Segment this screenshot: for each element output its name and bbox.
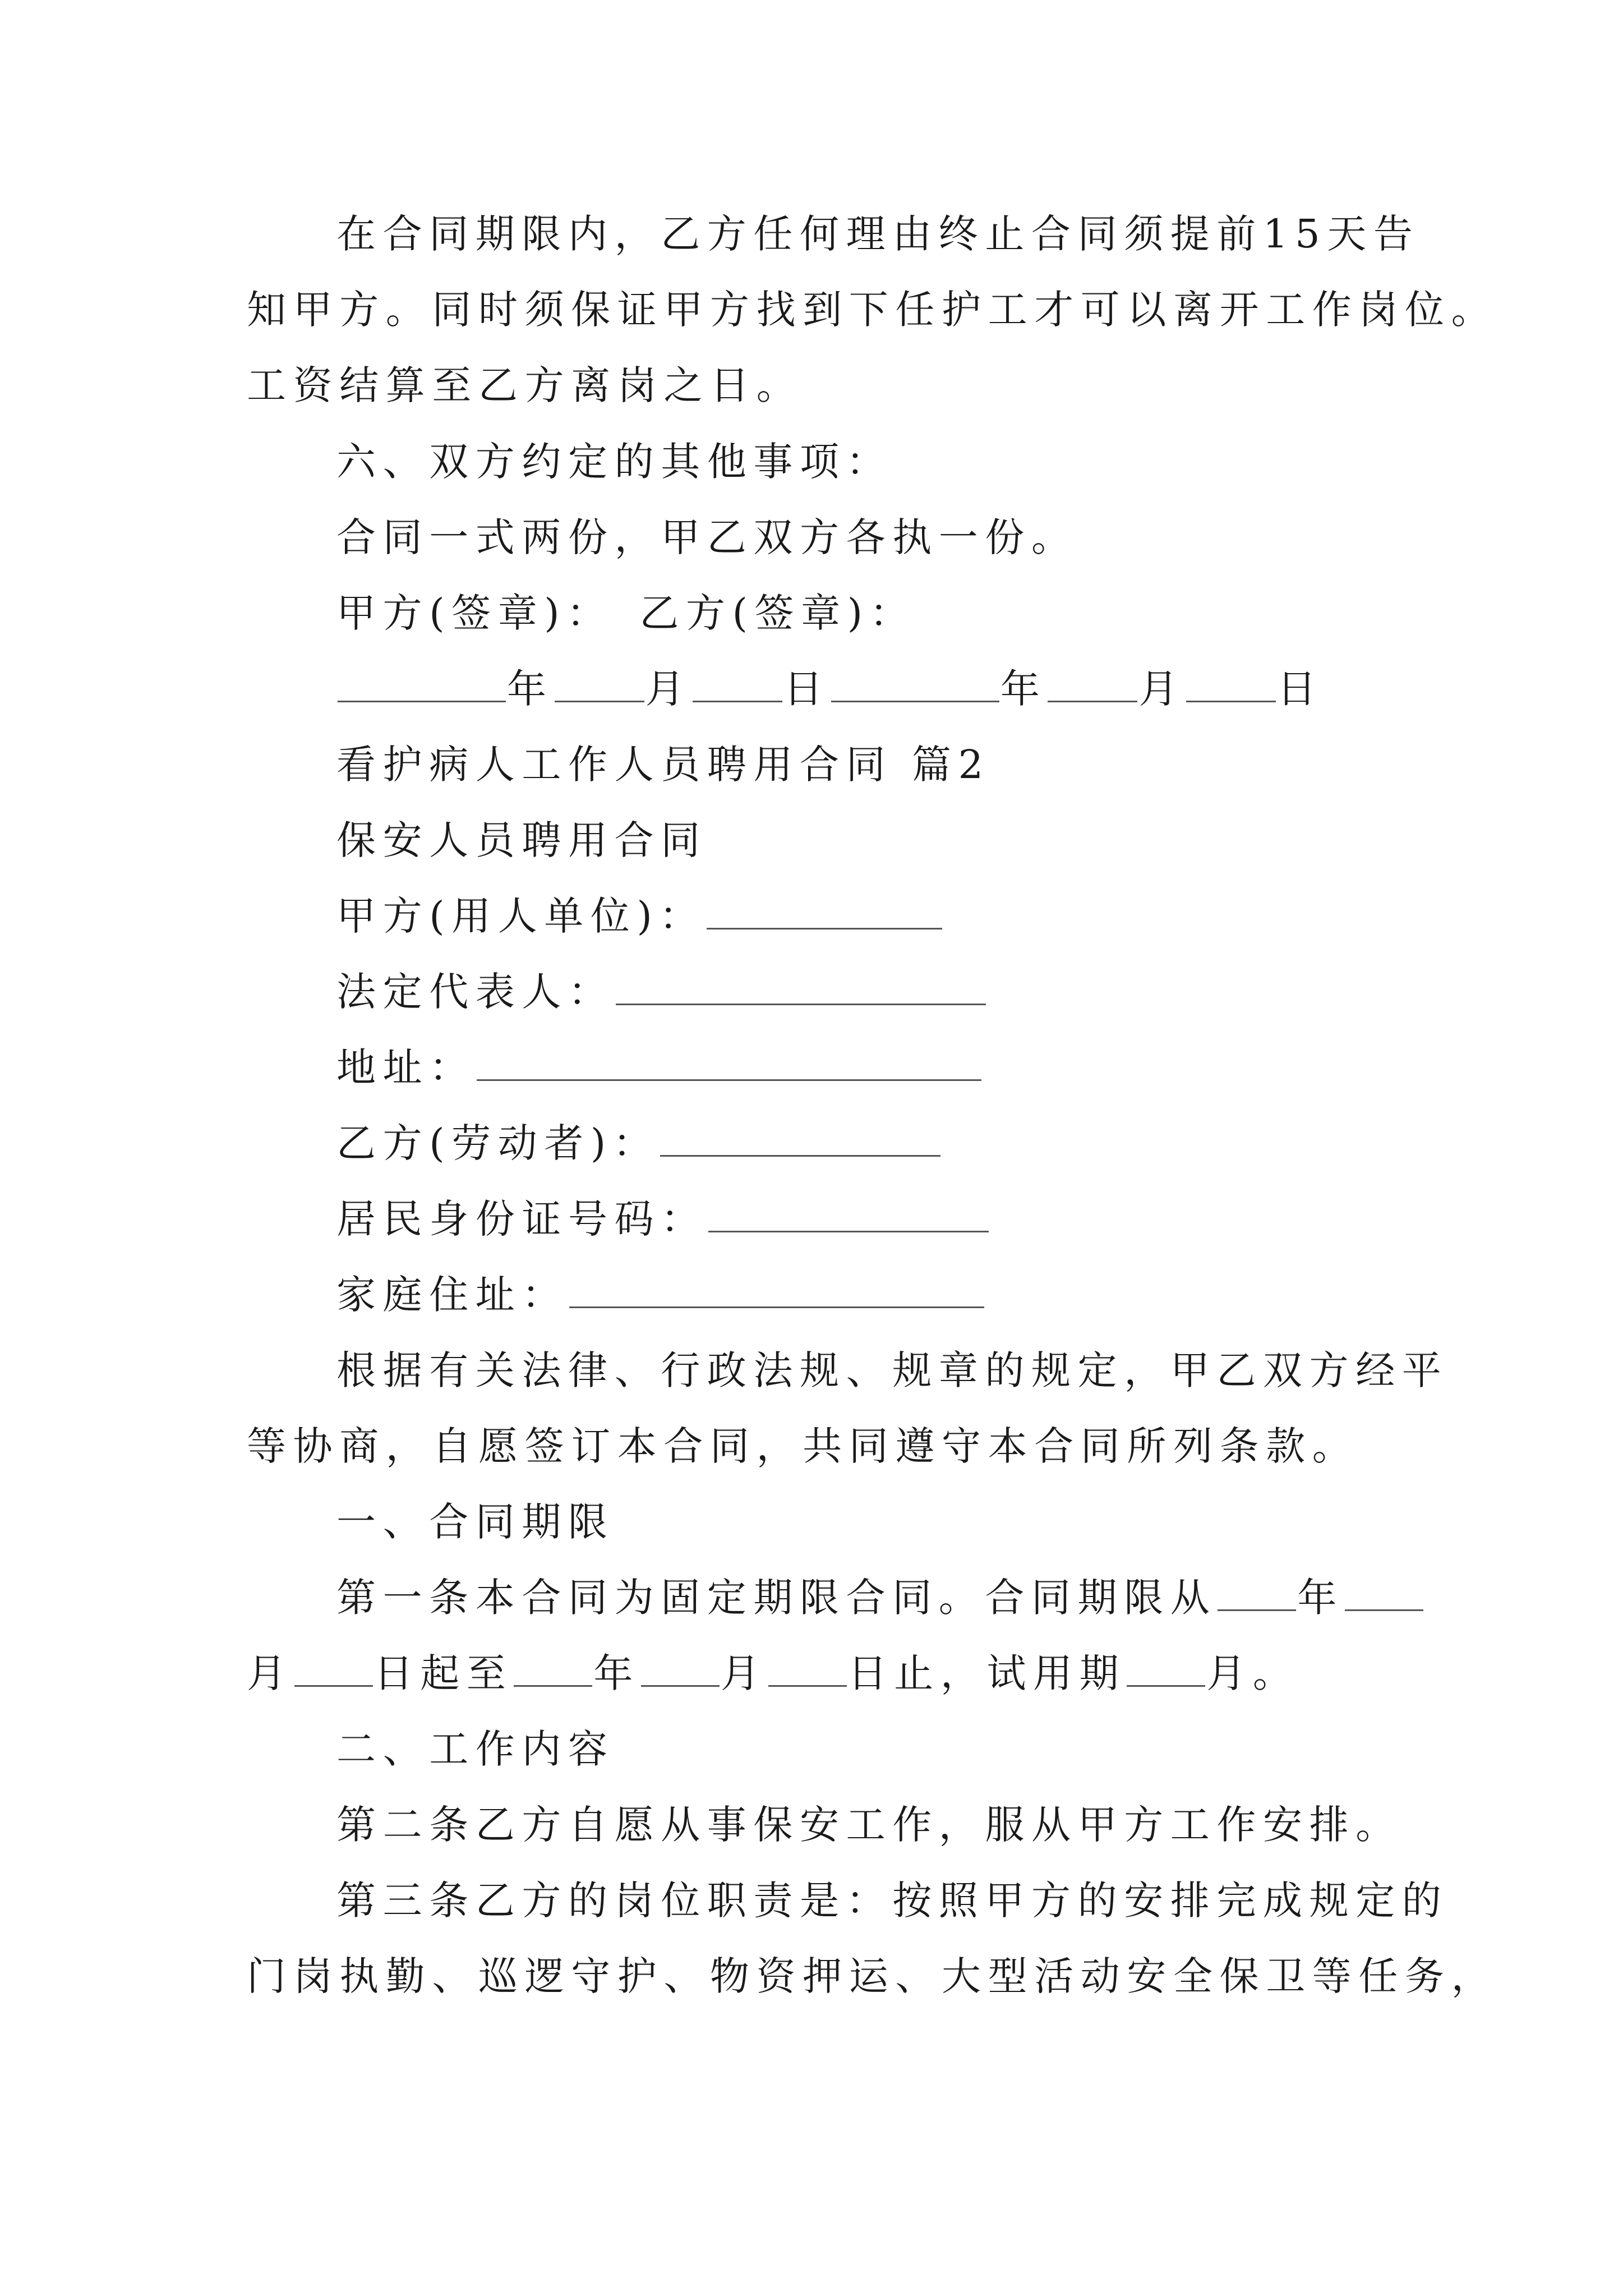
- section-heading: 一、合同期限: [336, 1499, 615, 1545]
- field-address: [336, 1042, 983, 1093]
- blank-field[interactable]: [831, 666, 999, 702]
- blank-field[interactable]: [1218, 1575, 1296, 1611]
- article-text: 日止，试用期: [847, 1650, 1126, 1696]
- paragraph-line: 知甲方。同时须保证甲方找到下任护工才可以离开工作岗位。: [247, 287, 1498, 333]
- field-party-a: [336, 891, 943, 941]
- date-year-label: 年: [1297, 1575, 1344, 1621]
- date-line: [336, 664, 1324, 714]
- section-heading: 二、工作内容: [336, 1726, 615, 1772]
- date-year-label: 年: [507, 666, 554, 712]
- date-day-label: 日: [783, 666, 830, 712]
- blank-field[interactable]: [660, 1120, 940, 1157]
- blank-field[interactable]: [1048, 666, 1137, 702]
- blank-field[interactable]: [616, 969, 986, 1005]
- field-home-address: [336, 1269, 985, 1320]
- field-label: 家庭住址：: [336, 1272, 568, 1318]
- paragraph-line: 第三条乙方的岗位职责是：按照甲方的安排完成规定的: [336, 1878, 1449, 1924]
- date-year-label: 年: [593, 1650, 640, 1696]
- field-label: 地址：: [336, 1045, 476, 1091]
- blank-field[interactable]: [555, 666, 644, 702]
- paragraph-line: 等协商，自愿签订本合同，共同遵守本合同所列条款。: [247, 1423, 1359, 1469]
- contract-title: 保安人员聘用合同: [336, 817, 707, 863]
- field-id-number: [336, 1194, 990, 1244]
- article-text: 第一条本合同为固定期限合同。合同期限从: [336, 1575, 1217, 1621]
- date-month-label: 月: [1138, 666, 1186, 712]
- paragraph-line: 根据有关法律、行政法规、规章的规定，甲乙双方经平: [336, 1347, 1449, 1393]
- blank-field[interactable]: [707, 893, 942, 930]
- article-text: 日起至: [374, 1650, 513, 1696]
- paragraph-line: 工资结算至乙方离岗之日。: [247, 362, 803, 408]
- blank-field[interactable]: [294, 1650, 373, 1687]
- blank-field[interactable]: [338, 666, 506, 702]
- date-month-label: 月: [247, 1650, 293, 1696]
- section-heading: 看护病人工作人员聘用合同 篇2: [336, 742, 990, 788]
- field-legal-rep: [336, 967, 987, 1017]
- paragraph-line: 第二条乙方自愿从事保安工作，服从甲方工作安排。: [336, 1802, 1402, 1848]
- blank-field[interactable]: [708, 1196, 989, 1232]
- blank-field[interactable]: [569, 1272, 984, 1308]
- blank-field[interactable]: [1345, 1575, 1423, 1611]
- field-label: 法定代表人：: [336, 969, 615, 1015]
- article-1-line: [336, 1572, 1424, 1623]
- section-heading: 六、双方约定的其他事项：: [336, 439, 893, 485]
- blank-field[interactable]: [1127, 1650, 1205, 1687]
- paragraph-line: 门岗执勤、巡逻守护、物资押运、大型活动安全保卫等任务，: [247, 1953, 1498, 1999]
- field-label: 甲方(用人单位)：: [336, 893, 706, 939]
- blank-field[interactable]: [641, 1650, 720, 1687]
- date-month-label: 月: [645, 666, 692, 712]
- article-text: 月。: [1206, 1650, 1299, 1696]
- paragraph-line: 合同一式两份，甲乙双方各执一份。: [336, 514, 1078, 560]
- blank-field[interactable]: [477, 1045, 981, 1081]
- article-1-line: [247, 1648, 1299, 1699]
- signature-line: 甲方(签章)： 乙方(签章)：: [336, 590, 916, 636]
- date-year-label: 年: [1000, 666, 1047, 712]
- field-party-b: [336, 1118, 942, 1168]
- blank-field[interactable]: [514, 1650, 592, 1687]
- field-label: 居民身份证号码：: [336, 1196, 707, 1242]
- blank-field[interactable]: [1186, 666, 1276, 702]
- blank-field[interactable]: [768, 1650, 847, 1687]
- date-month-label: 月: [721, 1650, 767, 1696]
- date-day-label: 日: [1277, 666, 1324, 712]
- blank-field[interactable]: [693, 666, 782, 702]
- field-label: 乙方(劳动者)：: [336, 1120, 660, 1166]
- paragraph-line: 在合同期限内，乙方任何理由终止合同须提前15天告: [336, 211, 1420, 257]
